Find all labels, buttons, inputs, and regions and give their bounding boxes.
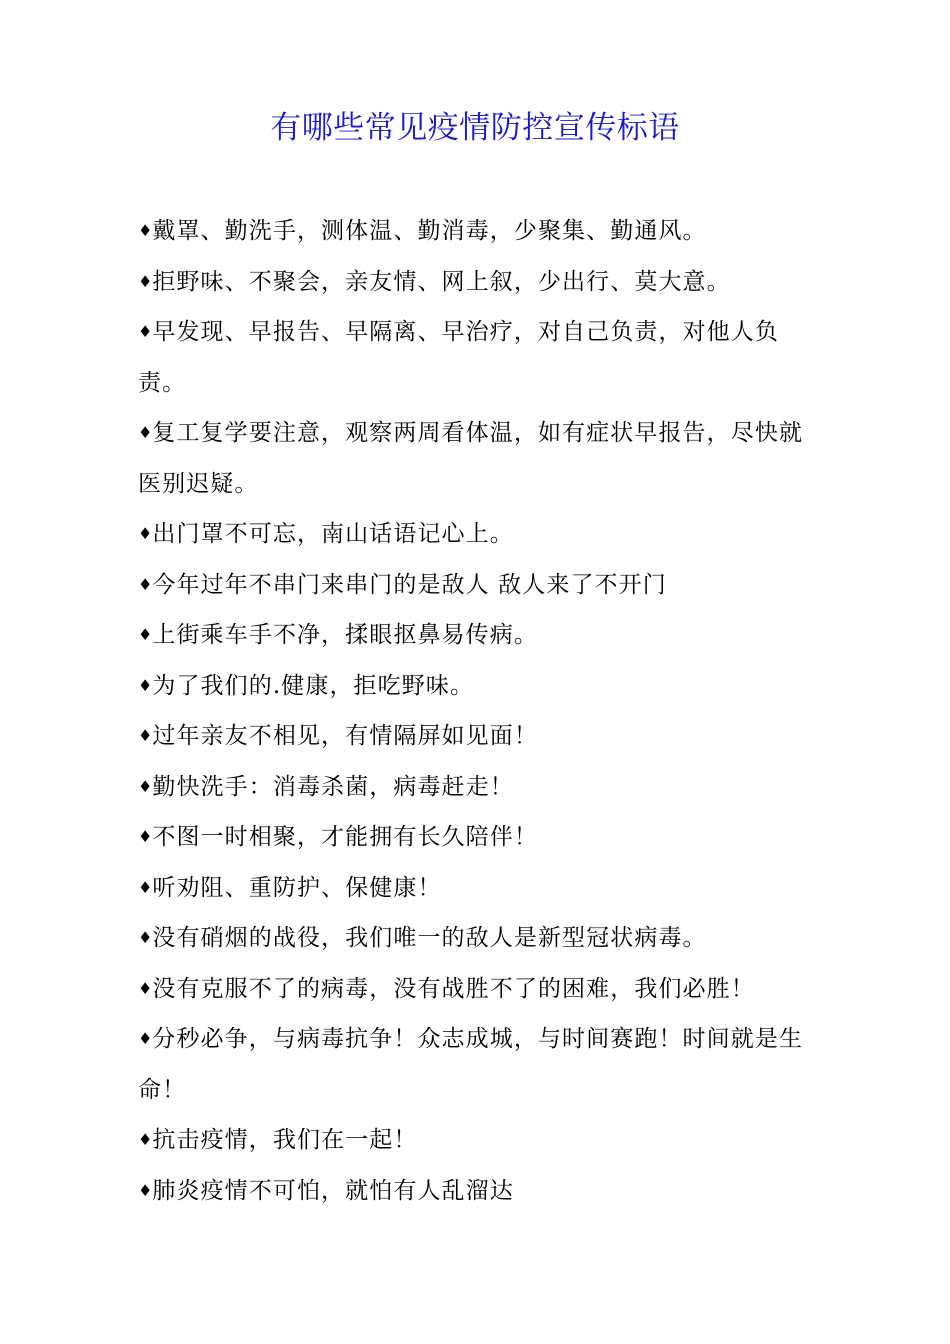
diamond-bullet-icon: ♦ xyxy=(138,423,153,442)
slogan-item xyxy=(138,863,818,914)
slogan-text: 复工复学要注意，观察两周看体温，如有症状早报告，尽快就医别迟疑。 xyxy=(138,420,804,497)
slogan-text: 今年过年不串门来串门的是敌人 敌人来了不开门 xyxy=(152,571,667,598)
slogan-text: 早发现、早报告、早隔离、早治疗，对自己负责，对他人负责。 xyxy=(138,319,779,396)
slogan-item xyxy=(138,1166,818,1217)
diamond-bullet-icon: ♦ xyxy=(138,675,153,695)
slogan-text: 没有硝烟的战役，我们唯一的敌人是新型冠状病毒。 xyxy=(152,925,707,951)
slogan-text: 戴罩、勤洗手，测体温、勤消毒，少聚集、勤通风。 xyxy=(152,218,707,244)
diamond-bullet-icon: ♦ xyxy=(138,574,153,594)
slogan-item xyxy=(138,762,818,813)
slogan-item xyxy=(138,307,818,408)
slogan-item xyxy=(138,1014,818,1115)
slogan-item xyxy=(138,964,818,1015)
slogan-text: 听劝阻、重防护、保健康！ xyxy=(152,874,442,901)
diamond-bullet-icon: ♦ xyxy=(138,978,153,998)
diamond-bullet-icon: ♦ xyxy=(138,322,153,341)
diamond-bullet-icon: ♦ xyxy=(138,877,153,897)
diamond-bullet-icon: ♦ xyxy=(138,221,153,240)
diamond-bullet-icon: ♦ xyxy=(138,1029,153,1048)
slogan-text: 过年亲友不相见，有情隔屏如见面！ xyxy=(152,723,538,749)
slogan-text: 勤快洗手：消毒杀菌，病毒赶走！ xyxy=(152,773,514,800)
slogan-item xyxy=(138,610,818,661)
diamond-bullet-icon: ♦ xyxy=(138,1130,153,1149)
slogan-text: 不图一时相聚，才能拥有长久陪伴！ xyxy=(152,824,538,850)
slogan-item xyxy=(138,661,818,712)
diamond-bullet-icon: ♦ xyxy=(138,928,153,947)
slogan-text: 拒野味、不聚会，亲友情、网上叙，少出行、莫大意。 xyxy=(152,268,731,295)
diamond-bullet-icon: ♦ xyxy=(138,726,153,745)
slogan-item xyxy=(138,913,818,964)
slogan-list xyxy=(138,206,818,1216)
diamond-bullet-icon: ♦ xyxy=(138,776,153,796)
diamond-bullet-icon: ♦ xyxy=(138,271,153,291)
slogan-text: 出门罩不可忘，南山话语记心上。 xyxy=(152,521,514,547)
slogan-text: 分秒必争，与病毒抗争！众志成城，与时间赛跑！时间就是生命！ xyxy=(138,1026,804,1103)
diamond-bullet-icon: ♦ xyxy=(138,524,153,543)
slogan-item xyxy=(138,560,818,611)
slogan-item xyxy=(138,1115,818,1166)
slogan-text: 为了我们的.健康，拒吃野味。 xyxy=(152,672,475,699)
slogan-item xyxy=(138,408,818,509)
slogan-item xyxy=(138,711,818,762)
slogan-text: 没有克服不了的病毒，没有战胜不了的困难，我们必胜！ xyxy=(152,975,755,1002)
slogan-text: 抗击疫情，我们在一起！ xyxy=(152,1127,418,1153)
slogan-item xyxy=(138,257,818,308)
diamond-bullet-icon: ♦ xyxy=(138,827,153,846)
diamond-bullet-icon: ♦ xyxy=(138,625,153,644)
slogan-text: 肺炎疫情不可怕，就怕有人乱溜达 xyxy=(152,1177,514,1204)
diamond-bullet-icon: ♦ xyxy=(138,1180,153,1200)
document-title: 有哪些常见疫情防控宣传标语 xyxy=(270,110,680,146)
slogan-item xyxy=(138,812,818,863)
slogan-text: 上街乘车手不净，揉眼抠鼻易传病。 xyxy=(152,622,538,648)
slogan-item xyxy=(138,509,818,560)
slogan-item xyxy=(138,206,818,257)
